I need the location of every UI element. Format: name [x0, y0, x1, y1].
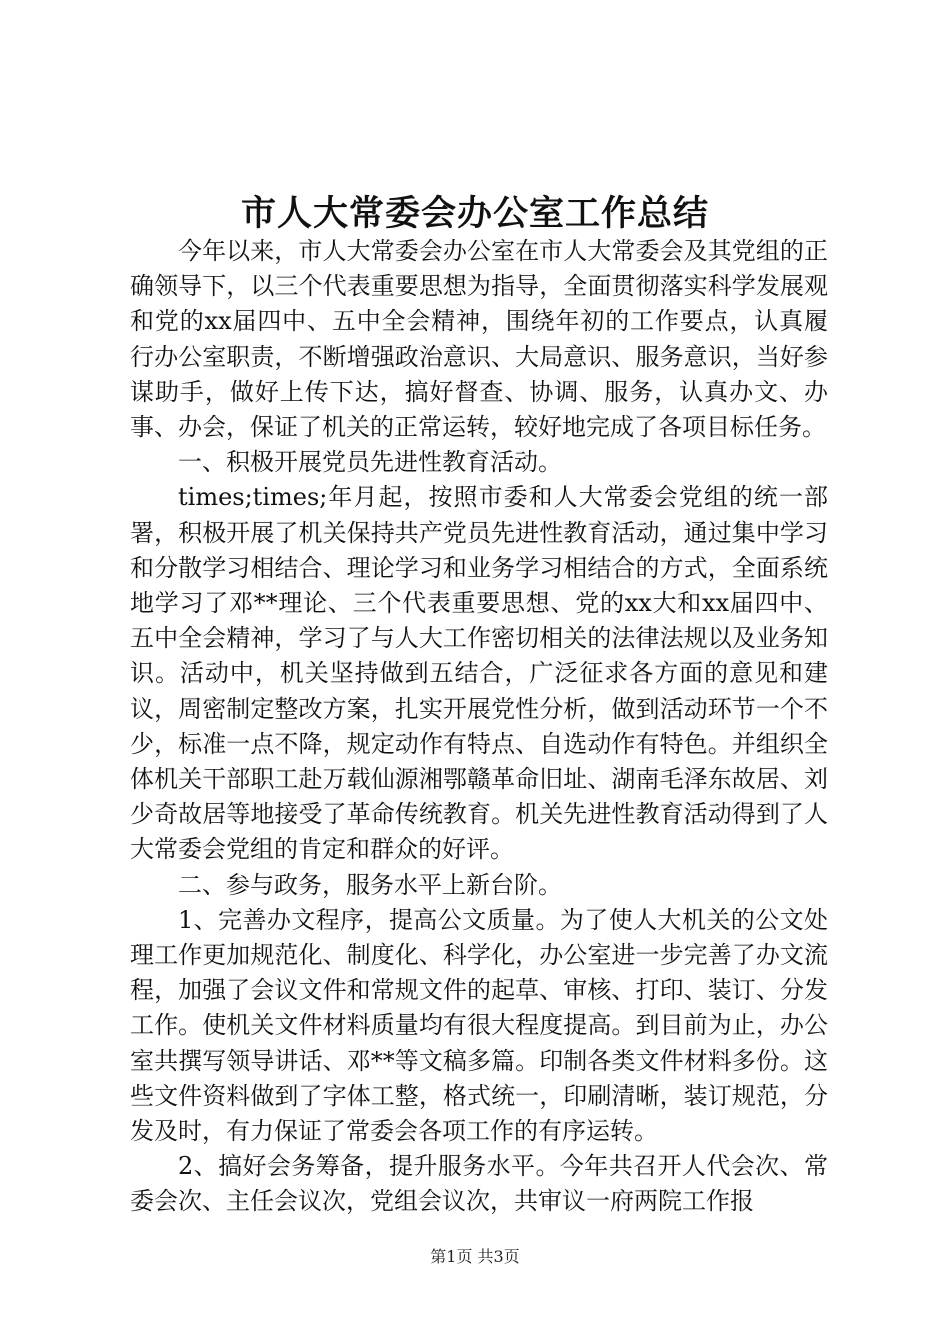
- paragraph-section-1: times;times;年月起，按照市委和人大常委会党组的统一部署，积极开展了机关保持共产党员先进性教育活动，通过集中学习和分散学习相结合、理论学习和业务学习相结合的方式，全面系统地学习了邓**理论、三个代表重要思想、党的xx大和xx届四中、五中全会精神，学习了与人大工作密切相关的法律法规以及业务知识。活动中，机关坚持做到五结合，广泛征求各方面的意见和建议，周密制定整改方案，扎实开展党性分析，做到活动环节一个不少，标准一点不降，规定动作有特点、自选动作有特色。并组织全体机关干部职工赴万载仙源湘鄂赣革命旧址、湖南毛泽东故居、刘少奇故居等地接受了革命传统教育。机关先进性教育活动得到了人大常委会党组的肯定和群众的好评。: [130, 483, 828, 864]
- document-title: 市人大常委会办公室工作总结: [240, 193, 709, 234]
- section-heading-1: 一、积极开展党员先进性教育活动。: [178, 448, 562, 477]
- paragraph-item-2: 2、搞好会务筹备，提升服务水平。今年共召开人代会次、常委会次、主任会议次，党组会议次，共审议一府两院工作报: [130, 1152, 828, 1216]
- page-footer: 第1页 共3页: [430, 1247, 520, 1266]
- paragraph-item-1: 1、完善办文程序，提高公文质量。为了使人大机关的公文处理工作更加规范化、制度化、科学化，办公室进一步完善了办文流程，加强了会议文件和常规文件的起草、审核、打印、装订、分发工作。使机关文件材料质量均有很大程度提高。到目前为止，办公室共撰写领导讲话、邓**等文稿多篇。印制各类文件材料多份。这些文件资料做到了字体工整，格式统一，印刷清晰，装订规范，分发及时，有力保证了常委会各项工作的有序运转。: [130, 905, 828, 1146]
- document-body: [130, 234, 828, 1220]
- paragraph-intro: 今年以来，市人大常委会办公室在市人大常委会及其党组的正确领导下，以三个代表重要思想为指导，全面贯彻落实科学发展观和党的xx届四中、五中全会精神，围绕年初的工作要点，认真履行办公室职责，不断增强政治意识、大局意识、服务意识，当好参谋助手，做好上传下达，搞好督查、协调、服务，认真办文、办事、办会，保证了机关的正常运转，较好地完成了各项目标任务。: [130, 237, 828, 442]
- section-heading-2: 二、参与政务，服务水平上新台阶。: [178, 870, 562, 899]
